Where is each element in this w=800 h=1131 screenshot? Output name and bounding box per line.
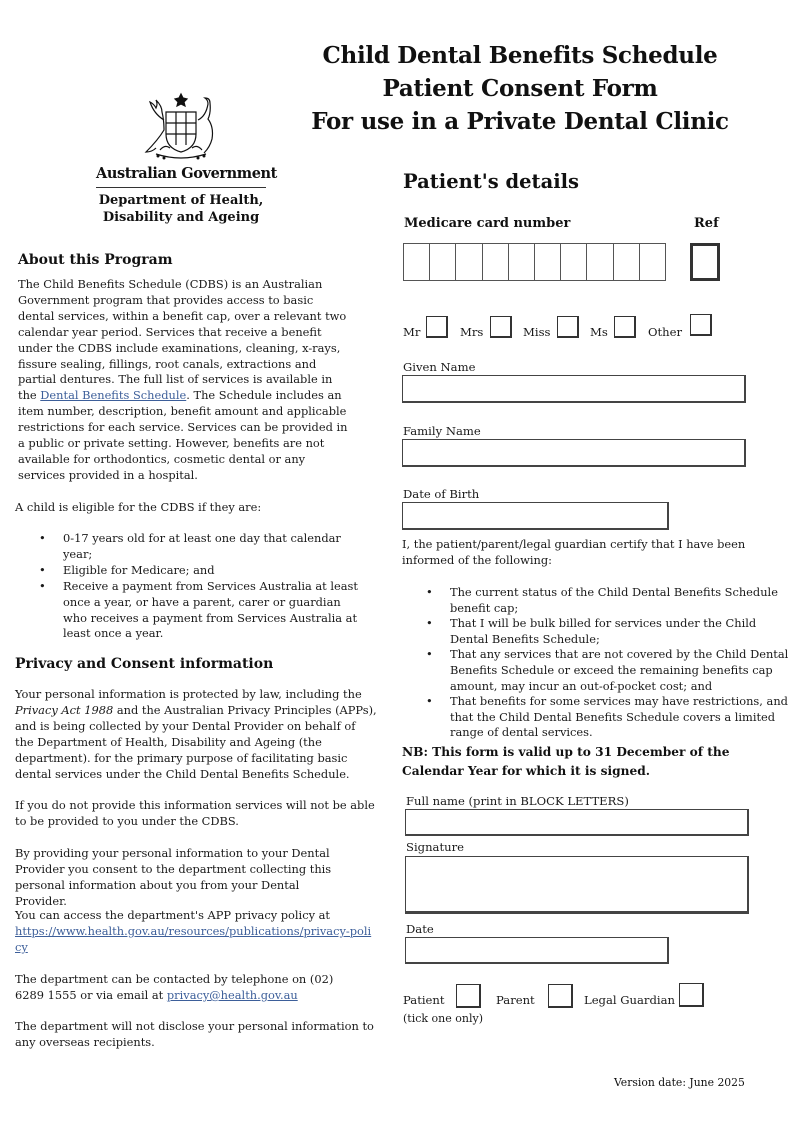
role-parent-label: Parent bbox=[496, 993, 535, 1007]
version-date: Version date: June 2025 bbox=[614, 1076, 745, 1089]
tick-one-note: (tick one only) bbox=[403, 1012, 483, 1025]
ref-label: Ref bbox=[694, 216, 719, 231]
medicare-number-input[interactable] bbox=[403, 243, 666, 281]
role-patient-label: Patient bbox=[403, 993, 445, 1007]
certify-intro: I, the patient/parent/legal guardian certify that I have been informed of the following: bbox=[402, 537, 746, 567]
department-line-2: Disability and Ageing bbox=[102, 210, 260, 225]
title-other-checkbox[interactable] bbox=[690, 314, 712, 336]
coat-of-arms-logo bbox=[96, 90, 266, 166]
digit-box[interactable] bbox=[482, 244, 508, 280]
title-miss-checkbox[interactable] bbox=[557, 316, 579, 338]
full-name-label: Full name (print in BLOCK LETTERS) bbox=[406, 794, 629, 808]
department-name bbox=[96, 192, 266, 226]
list-item: • Eligible for Medicare; and bbox=[15, 563, 360, 579]
validity-note: NB: This form is valid up to 31 December of the Calendar Year for which it is signed. bbox=[402, 745, 730, 778]
date-label: Date bbox=[406, 922, 434, 936]
list-item: • That any services that are not covered by the Child Dental Benefits Schedule or exceed the remaining benefits cap amount, may incur an out-of-pocket cost; and bbox=[402, 647, 792, 694]
digit-box[interactable] bbox=[613, 244, 639, 280]
privacy-paragraph-2: If you do not provide this information services will not be able to be provided to you under the CDBS. bbox=[15, 798, 375, 828]
about-heading: About this Program bbox=[18, 252, 173, 268]
privacy-policy-link[interactable]: https://www.health.gov.au/resources/publications/privacy-policy bbox=[15, 923, 372, 954]
patient-details-heading: Patient's details bbox=[403, 170, 579, 193]
dental-benefits-schedule-link[interactable]: Dental Benefits Schedule bbox=[40, 388, 187, 403]
role-patient-checkbox[interactable] bbox=[456, 984, 481, 1008]
form-title-line-3: For use in a Private Dental Clinic bbox=[311, 108, 729, 135]
digit-box[interactable] bbox=[586, 244, 612, 280]
form-title-line-1: Child Dental Benefits Schedule bbox=[322, 42, 718, 69]
privacy-paragraph-5 bbox=[15, 972, 345, 1004]
dob-label: Date of Birth bbox=[403, 487, 480, 501]
family-name-label: Family Name bbox=[403, 424, 481, 438]
privacy-paragraph-3: By providing your personal information to your Dental Provider you consent to the department collecting this personal information about you from your Dental Provider. bbox=[15, 846, 332, 908]
divider bbox=[96, 187, 266, 188]
title-mr-checkbox[interactable] bbox=[426, 316, 448, 338]
given-name-label: Given Name bbox=[403, 360, 476, 374]
title-mrs-checkbox[interactable] bbox=[490, 316, 512, 338]
digit-box[interactable] bbox=[508, 244, 534, 280]
list-item: • The current status of the Child Dental Benefits Schedule benefit cap; bbox=[402, 585, 792, 616]
title-ms-label: Ms bbox=[590, 325, 608, 339]
about-text-2: . The Schedule includes an item number, description, benefit amount and applicable restrictions for each service. Services can be provided in a public or private setting. However, benefits are not available for orthodontics, cosmetic dental or any services provided in a hospital. bbox=[18, 388, 348, 482]
role-parent-checkbox[interactable] bbox=[548, 984, 573, 1008]
digit-box[interactable] bbox=[429, 244, 455, 280]
role-legal-guardian-label: Legal Guardian bbox=[584, 993, 675, 1007]
digit-box[interactable] bbox=[455, 244, 481, 280]
list-item: • Receive a payment from Services Australia at least once a year, or have a parent, carer or guardian who receives a payment from Services Australia at least once a year. bbox=[15, 579, 360, 643]
eligibility-intro: A child is eligible for the CDBS if they are: bbox=[15, 500, 262, 514]
role-legal-guardian-checkbox[interactable] bbox=[679, 983, 704, 1007]
certify-list bbox=[402, 585, 792, 741]
form-title-line-2: Patient Consent Form bbox=[382, 75, 658, 102]
given-name-input[interactable] bbox=[402, 375, 746, 403]
medicare-label: Medicare card number bbox=[404, 216, 571, 231]
title-mr-label: Mr bbox=[403, 325, 421, 339]
title-mrs-label: Mrs bbox=[460, 325, 484, 339]
eligibility-list bbox=[15, 531, 360, 642]
about-text-1: The Child Benefits Schedule (CDBS) is an Australian Government program that provides access to basic dental services, within a benefit cap, over a relevant two calendar year period. Services that receive a benefit under the CDBS include examinations, cleaning, x-rays, fissure sealing, fillings, root canals, extractions and partial dentures. The full list of services is available in the bbox=[18, 277, 347, 403]
title-other-label: Other bbox=[648, 325, 683, 339]
contact-text: The department can be contacted by telephone on (02) 6289 1555 or via email at bbox=[15, 972, 334, 1002]
privacy-paragraph-4 bbox=[15, 908, 377, 956]
ref-input[interactable] bbox=[690, 243, 720, 281]
government-name: Australian Government bbox=[96, 165, 277, 182]
signature-input[interactable] bbox=[405, 856, 749, 914]
privacy-email-link[interactable]: privacy@health.gov.au bbox=[166, 987, 298, 1002]
digit-box[interactable] bbox=[534, 244, 560, 280]
dob-input[interactable] bbox=[402, 502, 669, 530]
signature-label: Signature bbox=[406, 840, 464, 854]
privacy-paragraph-1 bbox=[15, 687, 377, 782]
privacy-paragraph-6: The department will not disclose your personal information to any overseas recipients. bbox=[15, 1019, 374, 1049]
digit-box[interactable] bbox=[404, 244, 429, 280]
list-item: • That I will be bulk billed for services under the Child Dental Benefits Schedule; bbox=[402, 616, 792, 647]
full-name-input[interactable] bbox=[405, 809, 749, 836]
department-line-1: Department of Health, bbox=[98, 193, 264, 208]
list-item: • That benefits for some services may have restrictions, and that the Child Dental Benefits Schedule covers a limited range of dental services. bbox=[402, 694, 792, 741]
privacy-text-b: and the Australian Privacy Principles (APPs), and is being collected by your Dental Provider on behalf of the Department of Health, Disability and Ageing (the department). for the primary purpose of facilitating basic dental services under the Child Dental Benefits Schedule. bbox=[15, 702, 377, 781]
privacy-heading: Privacy and Consent information bbox=[15, 656, 274, 672]
list-item: • 0-17 years old for at least one day that calendar year; bbox=[15, 531, 360, 563]
title-miss-label: Miss bbox=[523, 325, 551, 339]
title-ms-checkbox[interactable] bbox=[614, 316, 636, 338]
privacy-act-name: Privacy Act 1988 bbox=[15, 702, 114, 717]
family-name-input[interactable] bbox=[402, 439, 746, 467]
privacy-text-a: Your personal information is protected by law, including the bbox=[15, 687, 362, 701]
date-input[interactable] bbox=[405, 937, 669, 964]
digit-box[interactable] bbox=[639, 244, 665, 280]
digit-box[interactable] bbox=[560, 244, 586, 280]
about-paragraph bbox=[18, 277, 348, 484]
privacy-policy-intro: You can access the department's APP privacy policy at bbox=[15, 908, 330, 922]
